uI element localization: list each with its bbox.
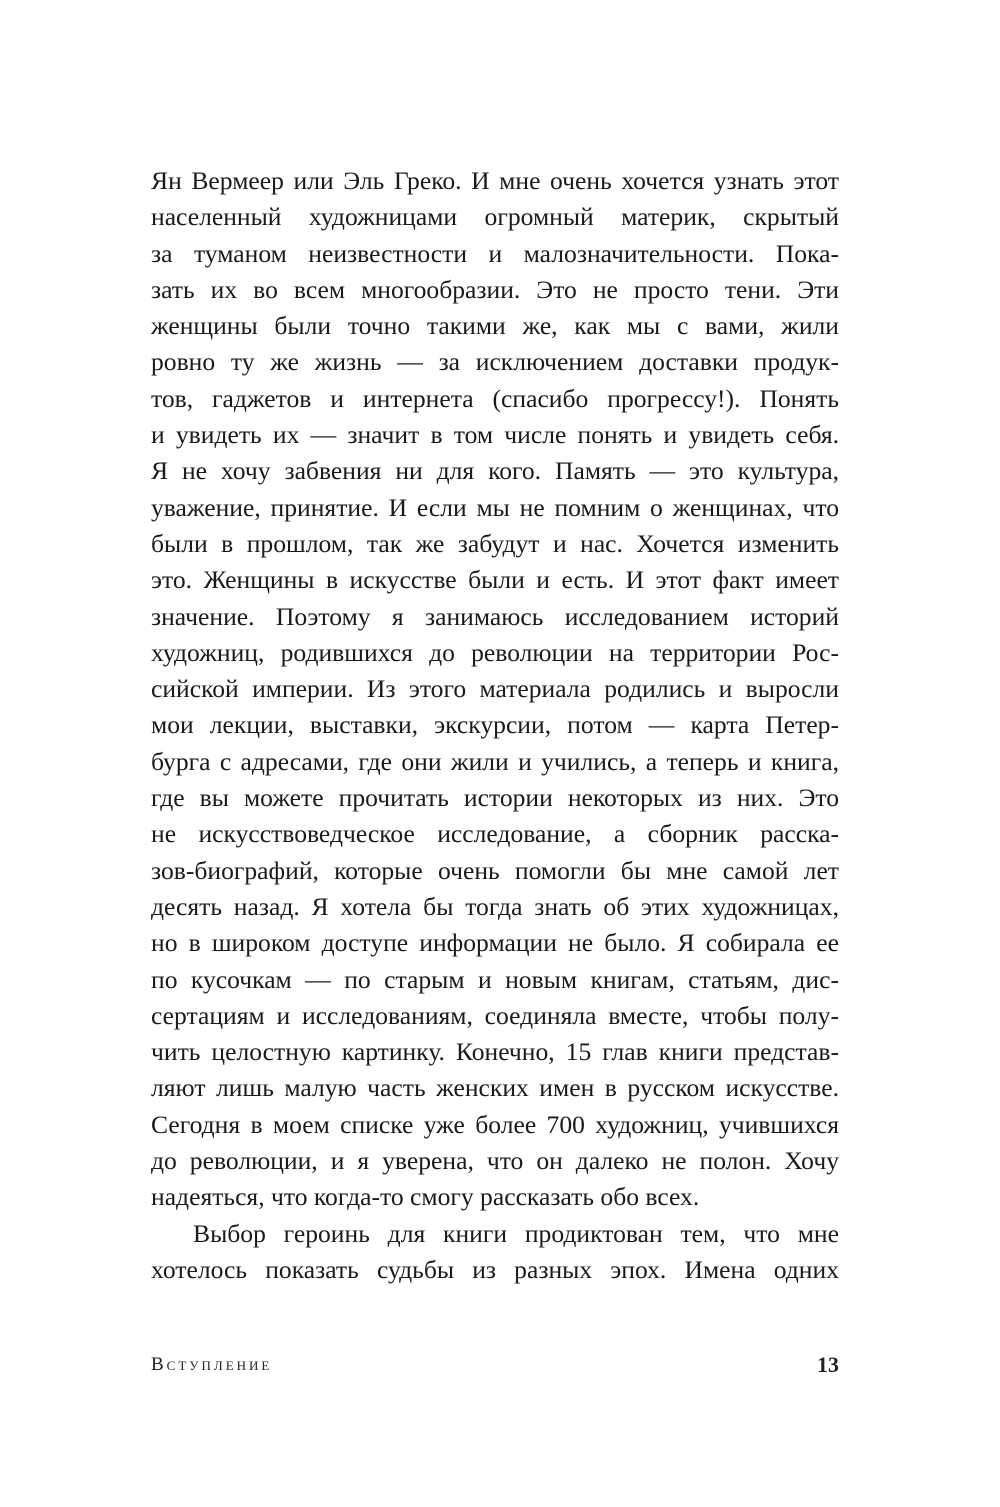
text-line: и увидеть их — значит в том числе понять и увидеть себя.: [151, 420, 839, 450]
text-line: до революции, и я уверена, что он далеко не полон. Хочу: [151, 1146, 839, 1176]
text-line: мои лекции, выставки, экскурсии, потом — карта Петер-: [151, 710, 839, 740]
text-line: надеяться, что когда-то смогу рассказать обо всех.: [151, 1182, 700, 1212]
text-line: ляют лишь малую часть женских имен в русском искусстве.: [151, 1073, 839, 1103]
text-line: Я не хочу забвения ни для кого. Память — это культура,: [151, 456, 839, 486]
text-line: это. Женщины в искусстве были и есть. И этот факт имеет: [151, 565, 839, 595]
text-line: бурга с адресами, где они жили и учились, а теперь и книга,: [151, 746, 839, 776]
text-line: зов-биографий, которые очень помогли бы мне самой лет: [151, 855, 839, 885]
page-number: 13: [817, 1352, 839, 1377]
page-footer: [151, 1350, 839, 1380]
text-line: ровно ту же жизнь — за исключением доставки продук-: [151, 347, 839, 377]
text-line: за туманом неизвестности и малозначительности. Пока-: [151, 238, 839, 268]
text-line: десять назад. Я хотела бы тогда знать об этих художницах,: [151, 891, 839, 921]
text-line: не искусствоведческое исследование, а сборник расска-: [151, 819, 839, 849]
text-line: сертациям и исследованиям, соединяла вместе, чтобы полу-: [151, 1000, 839, 1030]
text-line: женщины были точно такими же, как мы с вами, жили: [151, 311, 839, 341]
text-line: чить целостную картинку. Конечно, 15 глав книги представ-: [151, 1037, 839, 1067]
text-line: значение. Поэтому я занимаюсь исследованием историй: [151, 601, 839, 631]
text-line: были в прошлом, так же забудут и нас. Хочется изменить: [151, 528, 839, 558]
text-line: где вы можете прочитать истории некоторых из них. Это: [151, 783, 839, 813]
text-line: Выбор героинь для книги продиктован тем, что мне: [193, 1218, 839, 1248]
text-line: населенный художницами огромный материк, скрытый: [151, 202, 839, 232]
text-line: Ян Вермеер или Эль Греко. И мне очень хочется узнать этот: [151, 166, 839, 195]
text-line: тов, гаджетов и интернета (спасибо прогрессу!). Понять: [151, 383, 839, 413]
paragraph-2: [151, 1216, 839, 1289]
text-line: но в широком доступе информации не было. Я собирала ее: [151, 928, 839, 958]
text-line: хотелось показать судьбы из разных эпох. Имена одних: [151, 1254, 839, 1284]
running-head: Вступление: [151, 1354, 273, 1375]
text-line: зать их во всем многообразии. Это не просто тени. Эти: [151, 274, 839, 304]
body-text: [151, 163, 839, 1288]
text-line: художниц, родившихся до революции на территории Рос-: [151, 637, 839, 667]
text-line: Сегодня в моем списке уже более 700 художниц, учившихся: [151, 1109, 839, 1139]
text-line: по кусочкам — по старым и новым книгам, статьям, дис-: [151, 964, 839, 994]
text-line: сийской империи. Из этого материала родились и выросли: [151, 674, 839, 704]
paragraph-1: [151, 163, 839, 1216]
text-line: уважение, принятие. И если мы не помним о женщинах, что: [151, 492, 839, 522]
